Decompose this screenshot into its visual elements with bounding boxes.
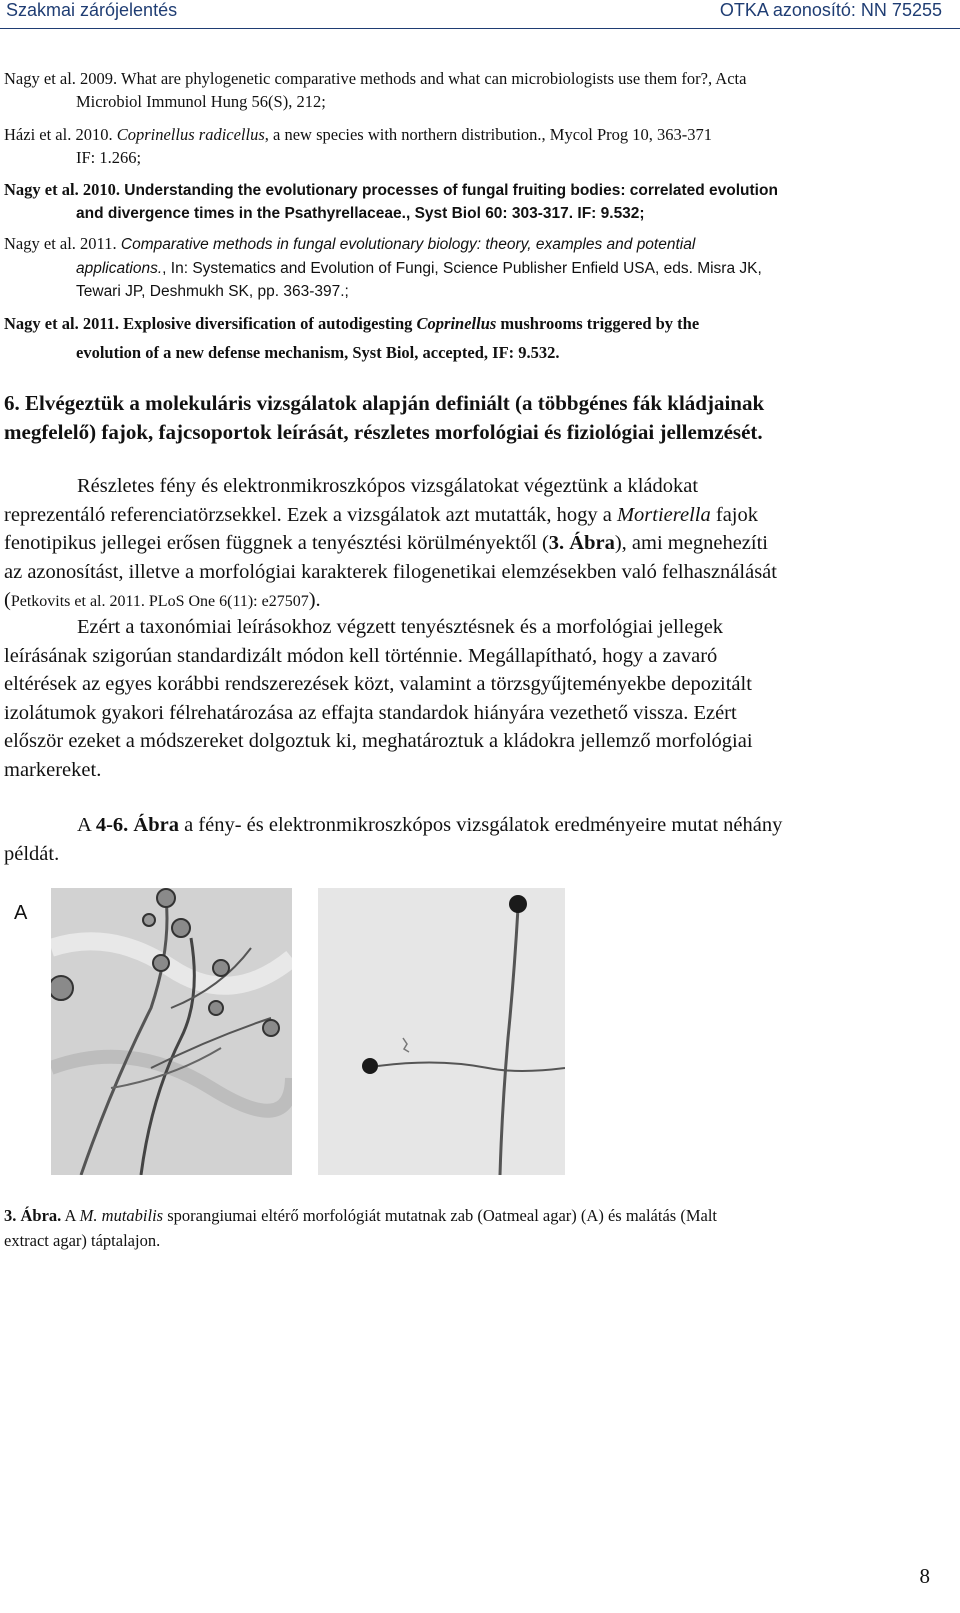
- reference-3-line2: and divergence times in the Psathyrellaceae., Syst Biol 60: 303-317. IF: 9.532;: [76, 205, 645, 222]
- reference-4-rest: , In: Systematics and Evolution of Fungi, Science Publisher Enfield USA, eds. Misra JK,: [162, 260, 762, 277]
- p1-line5b: ).: [308, 589, 321, 611]
- reference-2-rest: , a new species with northern distribution., Mycol Prog 10, 363-371: [264, 125, 713, 144]
- micrograph-b: [318, 888, 565, 1175]
- caption-a: A: [61, 1206, 80, 1225]
- paragraph-2: [4, 613, 929, 784]
- caption-b: sporangiumai eltérő morfológiát mutatnak zab (Oatmeal agar) (A) és malátás (Malt: [163, 1206, 717, 1225]
- caption-species: M. mutabilis: [79, 1206, 164, 1225]
- figure-label-a: A: [14, 902, 28, 924]
- paragraph-1: [4, 472, 929, 617]
- section-heading-line2: megfelelő) fajok, fajcsoportok leírását, részletes morfológiai és fiziológiai jellemzését.: [4, 420, 763, 444]
- section-heading: [4, 389, 934, 447]
- p2-line4: izolátumok gyakori félrehatározása az effajta standardok hiányára vezethető vissza. Ezért: [4, 701, 737, 724]
- micrograph-b-image: [318, 888, 565, 1175]
- section-heading-line1: 6. Elvégeztük a molekuláris vizsgálatok alapján definiált (a többgénes fák kládjainak: [4, 391, 765, 415]
- caption-line2: extract agar) táptalajon.: [4, 1231, 161, 1250]
- page-number: 8: [919, 1564, 930, 1588]
- reference-4-title-cont: applications.: [76, 260, 163, 277]
- p1-line5a: (: [4, 589, 11, 611]
- p3-figure-ref: 4-6. Ábra: [95, 814, 179, 836]
- p2-line6: markereket.: [4, 758, 102, 781]
- reference-1-line1: Nagy et al. 2009. What are phylogenetic comparative methods and what can microbiologists use them for?, Acta: [4, 69, 747, 88]
- p3-b: a fény- és elektronmikroszkópos vizsgálatok eredményeire mutat néhány: [178, 814, 783, 836]
- reference-2-line2: IF: 1.266;: [76, 148, 142, 167]
- p1-line3a: fenotipikus jellegei erősen függnek a tenyésztési körülményektől (: [4, 532, 549, 554]
- paragraph-3: [4, 811, 929, 868]
- reference-3-authors: Nagy et al. 2010.: [4, 180, 120, 199]
- micrograph-a: [51, 888, 292, 1175]
- p1-line4: az azonosítást, illetve a morfológiai karakterek filogenetikai elemzésekben való felhasználását: [4, 560, 777, 583]
- reference-5-title-b: mushrooms triggered by the: [496, 314, 700, 333]
- p2-line3: eltérések az egyes korábbi rendszerezések közt, valamint a törzsgyűjteményekbe depozitált: [4, 673, 752, 695]
- figure-caption: [4, 1203, 932, 1253]
- reference-5-line2: evolution of a new defense mechanism, Syst Biol, accepted, IF: 9.532.: [76, 343, 560, 362]
- p1-line1: Részletes fény és elektronmikroszkópos vizsgálatokat végeztünk a kládokat: [77, 475, 699, 497]
- reference-3-title: Understanding the evolutionary processes of fungal fruiting bodies: correlated evolution: [119, 182, 778, 199]
- reference-4-line3: Tewari JP, Deshmukh SK, pp. 363-397.;: [76, 283, 349, 300]
- p1-line2a: reprezentáló referenciatörzsekkel. Ezek a vizsgálatok azt mutatták, hogy a: [4, 503, 617, 526]
- reference-4-title: Comparative methods in fungal evolutionary biology: theory, examples and potential: [116, 236, 696, 253]
- reference-5-authors: Nagy et al. 2011.: [4, 314, 120, 333]
- p2-line2: leírásának szigorúan standardizált módon kell történnie. Megállapítható, hogy a zavaró: [4, 644, 718, 667]
- reference-2-title: Coprinellus radicellus: [116, 125, 265, 144]
- p2-line5: először ezeket a módszereket dolgoztuk ki, meghatároztuk a kládokra jellemző morfológiai: [4, 730, 753, 752]
- micrograph-a-image: [51, 888, 292, 1175]
- p1-citation: Petkovits et al. 2011. PLoS One 6(11): e27507: [10, 593, 309, 610]
- p1-line2b: fajok: [710, 503, 758, 526]
- p2-line1: Ezért a taxonómiai leírásokhoz végzett tenyésztésnek és a morfológiai jellegek: [77, 616, 724, 638]
- p3-a: A: [77, 814, 96, 836]
- header-divider: [0, 28, 960, 29]
- reference-2: [4, 123, 932, 169]
- reference-4: [4, 232, 932, 303]
- reference-5-genus: Coprinellus: [416, 314, 497, 333]
- reference-1-line2: Microbiol Immunol Hung 56(S), 212;: [76, 92, 326, 111]
- reference-4-authors: Nagy et al. 2011.: [4, 234, 117, 253]
- reference-3: [4, 178, 932, 225]
- reference-5: [4, 309, 932, 367]
- reference-5-title-a: Explosive diversification of autodigesting: [119, 314, 417, 333]
- reference-2-authors: Házi et al. 2010.: [4, 125, 117, 144]
- header-right: OTKA azonosító: NN 75255: [719, 0, 942, 20]
- caption-number: 3. Ábra.: [4, 1206, 62, 1225]
- p1-line3b: ), ami megnehezíti: [614, 532, 768, 554]
- header-left: Szakmai zárójelentés: [6, 0, 178, 20]
- p3-line2: példát.: [4, 842, 60, 865]
- reference-1: [4, 67, 932, 113]
- p1-genus: Mortierella: [616, 503, 711, 526]
- p1-figure-ref: 3. Ábra: [548, 532, 615, 554]
